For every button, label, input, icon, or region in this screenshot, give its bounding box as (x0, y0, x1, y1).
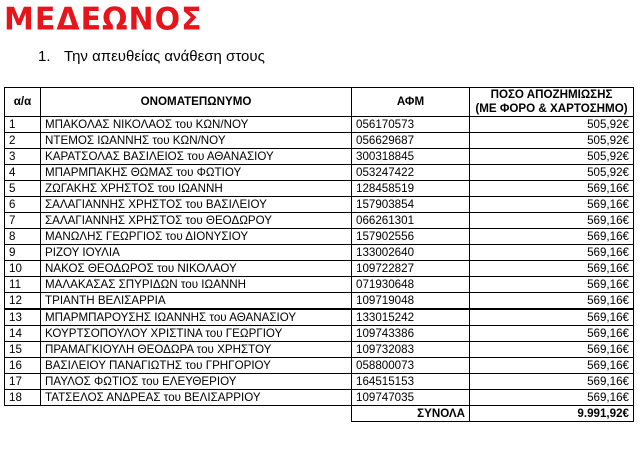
logo: ΜΕΔΕΩΝΟΣ (4, 1, 203, 38)
row-amount: 569,16€ (470, 277, 634, 293)
row-index: 13 (5, 309, 41, 326)
table-header-row (5, 88, 634, 103)
row-amount: 505,92€ (470, 165, 634, 181)
table-row (5, 342, 634, 358)
row-amount: 569,16€ (470, 197, 634, 213)
heading-text: Την απευθείας ανάθεση στους (64, 48, 265, 65)
row-index: 10 (5, 261, 41, 277)
row-afm: 157902556 (352, 229, 470, 245)
totals-amount: 9.991,92€ (470, 406, 634, 422)
row-name: ΣΑΛΑΓΙΑΝΝΗΣ ΧΡΗΣΤΟΣ του ΒΑΣΙΛΕΙΟΥ (41, 197, 352, 213)
row-name: ΤΡΙΑΝΤΗ ΒΕΛΙΣΑΡΡΙΑ (41, 293, 352, 310)
header-name: ΟΝΟΜΑΤΕΠΩΝΥΜΟ (41, 88, 352, 117)
header-afm: ΑΦΜ (352, 88, 470, 117)
row-name: ΝΑΚΟΣ ΘΕΟΔΩΡΟΣ του ΝΙΚΟΛΑΟΥ (41, 261, 352, 277)
table-row (5, 374, 634, 390)
row-index: 18 (5, 390, 41, 406)
row-afm: 056629687 (352, 133, 470, 149)
row-amount: 505,92€ (470, 117, 634, 133)
header-amount-line2: (ΜΕ ΦΟΡΟ & ΧΑΡΤΟΣΗΜΟ) (470, 102, 634, 117)
row-afm: 053247422 (352, 165, 470, 181)
row-afm: 133002640 (352, 245, 470, 261)
table-row (5, 390, 634, 406)
row-index: 4 (5, 165, 41, 181)
table-row (5, 277, 634, 293)
row-index: 7 (5, 213, 41, 229)
row-afm: 109722827 (352, 261, 470, 277)
row-afm: 056170573 (352, 117, 470, 133)
payees-table (4, 87, 634, 422)
table-row (5, 197, 634, 213)
row-amount: 569,16€ (470, 358, 634, 374)
totals-blank (41, 406, 352, 422)
row-name: ΠΡΑΜΑΓΚΙΟΥΛΗ ΘΕΟΔΩΡΑ του ΧΡΗΣΤΟΥ (41, 342, 352, 358)
row-amount: 569,16€ (470, 213, 634, 229)
row-index: 3 (5, 149, 41, 165)
totals-row (5, 406, 634, 422)
row-name: ΒΑΣΙΛΕΙΟΥ ΠΑΝΑΓΙΩΤΗΣ του ΓΡΗΓΟΡΙΟΥ (41, 358, 352, 374)
row-amount: 505,92€ (470, 149, 634, 165)
row-amount: 569,16€ (470, 326, 634, 342)
section-heading (38, 48, 265, 65)
row-amount: 569,16€ (470, 293, 634, 310)
row-name: ΣΑΛΑΓΙΑΝΝΗΣ ΧΡΗΣΤΟΣ του ΘΕΟΔΩΡΟΥ (41, 213, 352, 229)
row-name: ΜΠΑΚΟΛΑΣ ΝΙΚΟΛΑΟΣ του ΚΩΝ/ΝΟΥ (41, 117, 352, 133)
row-index: 8 (5, 229, 41, 245)
table-row (5, 245, 634, 261)
row-afm: 109743386 (352, 326, 470, 342)
table-row (5, 229, 634, 245)
header-index: α/α (5, 88, 41, 117)
row-index: 1 (5, 117, 41, 133)
row-afm: 300318845 (352, 149, 470, 165)
totals-blank (5, 406, 41, 422)
table-row (5, 181, 634, 197)
row-amount: 569,16€ (470, 261, 634, 277)
row-afm: 109719048 (352, 293, 470, 310)
row-index: 17 (5, 374, 41, 390)
row-afm: 109747035 (352, 390, 470, 406)
table-row (5, 358, 634, 374)
row-index: 9 (5, 245, 41, 261)
row-name: ΚΟΥΡΤΣΟΠΟΥΛΟΥ ΧΡΙΣΤΙΝΑ του ΓΕΩΡΓΙΟΥ (41, 326, 352, 342)
row-name: ΠΑΥΛΟΣ ΦΩΤΙΟΣ του ΕΛΕΥΘΕΡΙΟΥ (41, 374, 352, 390)
row-amount: 569,16€ (470, 390, 634, 406)
row-amount: 569,16€ (470, 181, 634, 197)
row-afm: 164515153 (352, 374, 470, 390)
row-amount: 569,16€ (470, 245, 634, 261)
table-row (5, 293, 634, 310)
row-name: ΡΙΖΟΥ ΙΟΥΛΙΑ (41, 245, 352, 261)
row-index: 14 (5, 326, 41, 342)
table-row (5, 165, 634, 181)
row-amount: 569,16€ (470, 229, 634, 245)
row-afm: 133015242 (352, 309, 470, 326)
row-name: ΜΑΛΑΚΑΣΑΣ ΣΠΥΡΙΔΩΝ του ΙΩΑΝΝΗ (41, 277, 352, 293)
row-index: 2 (5, 133, 41, 149)
totals-label: ΣΥΝΟΛΑ (352, 406, 470, 422)
row-name: ΜΠΑΡΜΠΑΡΟΥΣΗΣ ΙΩΑΝΝΗΣ του ΑΘΑΝΑΣΙΟΥ (41, 309, 352, 326)
row-afm: 071930648 (352, 277, 470, 293)
row-index: 11 (5, 277, 41, 293)
table-row (5, 149, 634, 165)
row-amount: 569,16€ (470, 342, 634, 358)
table-row (5, 117, 634, 133)
row-amount: 569,16€ (470, 374, 634, 390)
row-afm: 066261301 (352, 213, 470, 229)
row-afm: 157903854 (352, 197, 470, 213)
row-amount: 505,92€ (470, 133, 634, 149)
row-name: ΜΑΝΩΛΗΣ ΓΕΩΡΓΙΟΣ του ΔΙΟΝΥΣΙΟΥ (41, 229, 352, 245)
table-row (5, 309, 634, 326)
row-index: 5 (5, 181, 41, 197)
row-index: 16 (5, 358, 41, 374)
row-afm: 109732083 (352, 342, 470, 358)
table-row (5, 326, 634, 342)
table-row (5, 133, 634, 149)
row-amount: 569,16€ (470, 309, 634, 326)
table-row (5, 261, 634, 277)
row-name: ΤΑΤΣΕΛΟΣ ΑΝΔΡΕΑΣ του ΒΕΛΙΣΑΡΡΙΟΥ (41, 390, 352, 406)
row-index: 6 (5, 197, 41, 213)
table-row (5, 213, 634, 229)
heading-number: 1. (38, 48, 51, 65)
row-name: ΝΤΕΜΟΣ ΙΩΑΝΝΗΣ του ΚΩΝ/ΝΟΥ (41, 133, 352, 149)
row-index: 15 (5, 342, 41, 358)
row-afm: 128458519 (352, 181, 470, 197)
row-index: 12 (5, 293, 41, 310)
header-amount-line1: ΠΟΣΟ ΑΠΟΖΗΜΙΩΣΗΣ (470, 88, 634, 103)
row-afm: 058800073 (352, 358, 470, 374)
row-name: ΚΑΡΑΤΣΟΛΑΣ ΒΑΣΙΛΕΙΟΣ του ΑΘΑΝΑΣΙΟΥ (41, 149, 352, 165)
row-name: ΜΠΑΡΜΠΑΚΗΣ ΘΩΜΑΣ του ΦΩΤΙΟΥ (41, 165, 352, 181)
row-name: ΖΩΓΑΚΗΣ ΧΡΗΣΤΟΣ του ΙΩΑΝΝΗ (41, 181, 352, 197)
